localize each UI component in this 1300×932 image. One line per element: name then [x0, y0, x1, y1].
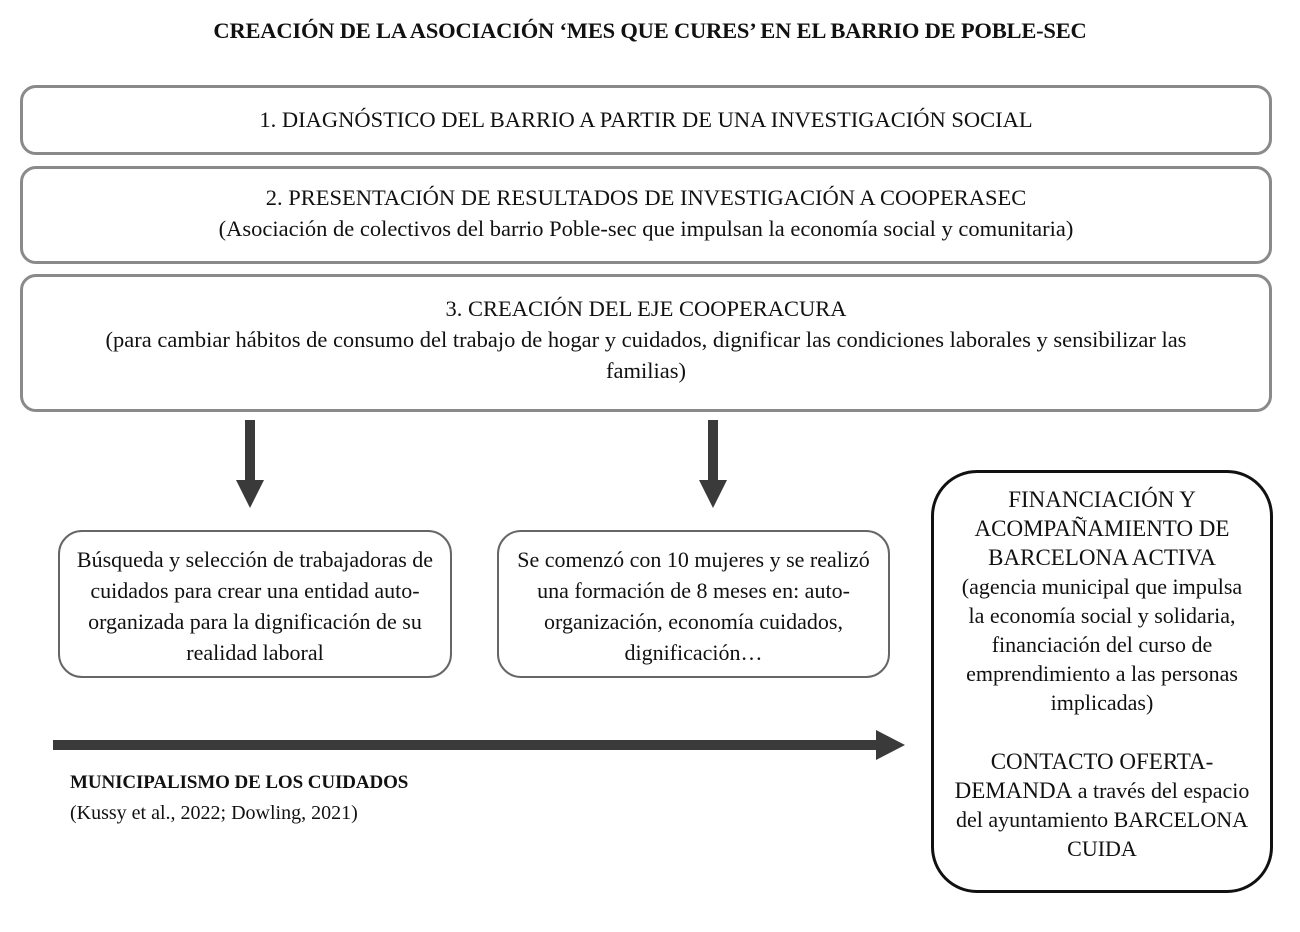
outcome-busqueda-box	[58, 530, 452, 678]
timeline-arrow	[53, 730, 905, 760]
stage-3-detail: (para cambiar hábitos de consumo del trabajo de hogar y cuidados, dignificar las condiciones laborales y sensibilizar las familias)	[105, 327, 1187, 383]
support-detail: (agencia municipal que impulsa la economía social y solidaria, financiación del curso de emprendimiento a las personas implicadas)	[961, 574, 1243, 715]
stage-3-heading: 3. CREACIÓN DEL EJE COOPERACURA	[445, 296, 847, 321]
outcome-formacion-text: Se comenzó con 10 mujeres y se realizó una formación de 8 meses en: auto-organización, economía cuidados, dignificación…	[517, 547, 870, 665]
stage-2-detail: (Asociación de colectivos del barrio Poble-sec que impulsan la economía social y comunitaria)	[218, 216, 1074, 241]
contact-heading: CONTACTO OFERTA-DEMANDA	[954, 749, 1214, 803]
support-heading: FINANCIACIÓN Y ACOMPAÑAMIENTO DE BARCELONA ACTIVA	[974, 487, 1230, 570]
stage-2-heading: 2. PRESENTACIÓN DE RESULTADOS DE INVESTIGACIÓN A COOPERASEC	[265, 185, 1027, 210]
outcome-busqueda-text: Búsqueda y selección de trabajadoras de cuidados para crear una entidad auto-organizada para la dignificación de su realidad laboral	[76, 547, 434, 665]
outcome-formacion-box	[497, 530, 890, 678]
down-arrow-left	[236, 420, 264, 508]
contact-detail: a través del espacio del ayuntamiento BARCELONA CUIDA	[955, 778, 1250, 861]
down-arrow-right	[699, 420, 727, 508]
contact-paragraph	[952, 747, 1252, 863]
diagram-title: CREACIÓN DE LA ASOCIACIÓN ‘MES QUE CURES’ EN EL BARRIO DE POBLE-SEC	[213, 18, 1087, 43]
timeline-label: MUNICIPALISMO DE LOS CUIDADOS	[70, 772, 409, 793]
support-box	[931, 470, 1273, 893]
stage-1-heading: 1. DIAGNÓSTICO DEL BARRIO A PARTIR DE UNA INVESTIGACIÓN SOCIAL	[259, 107, 1033, 132]
timeline-references: (Kussy et al., 2022; Dowling, 2021)	[70, 802, 358, 824]
